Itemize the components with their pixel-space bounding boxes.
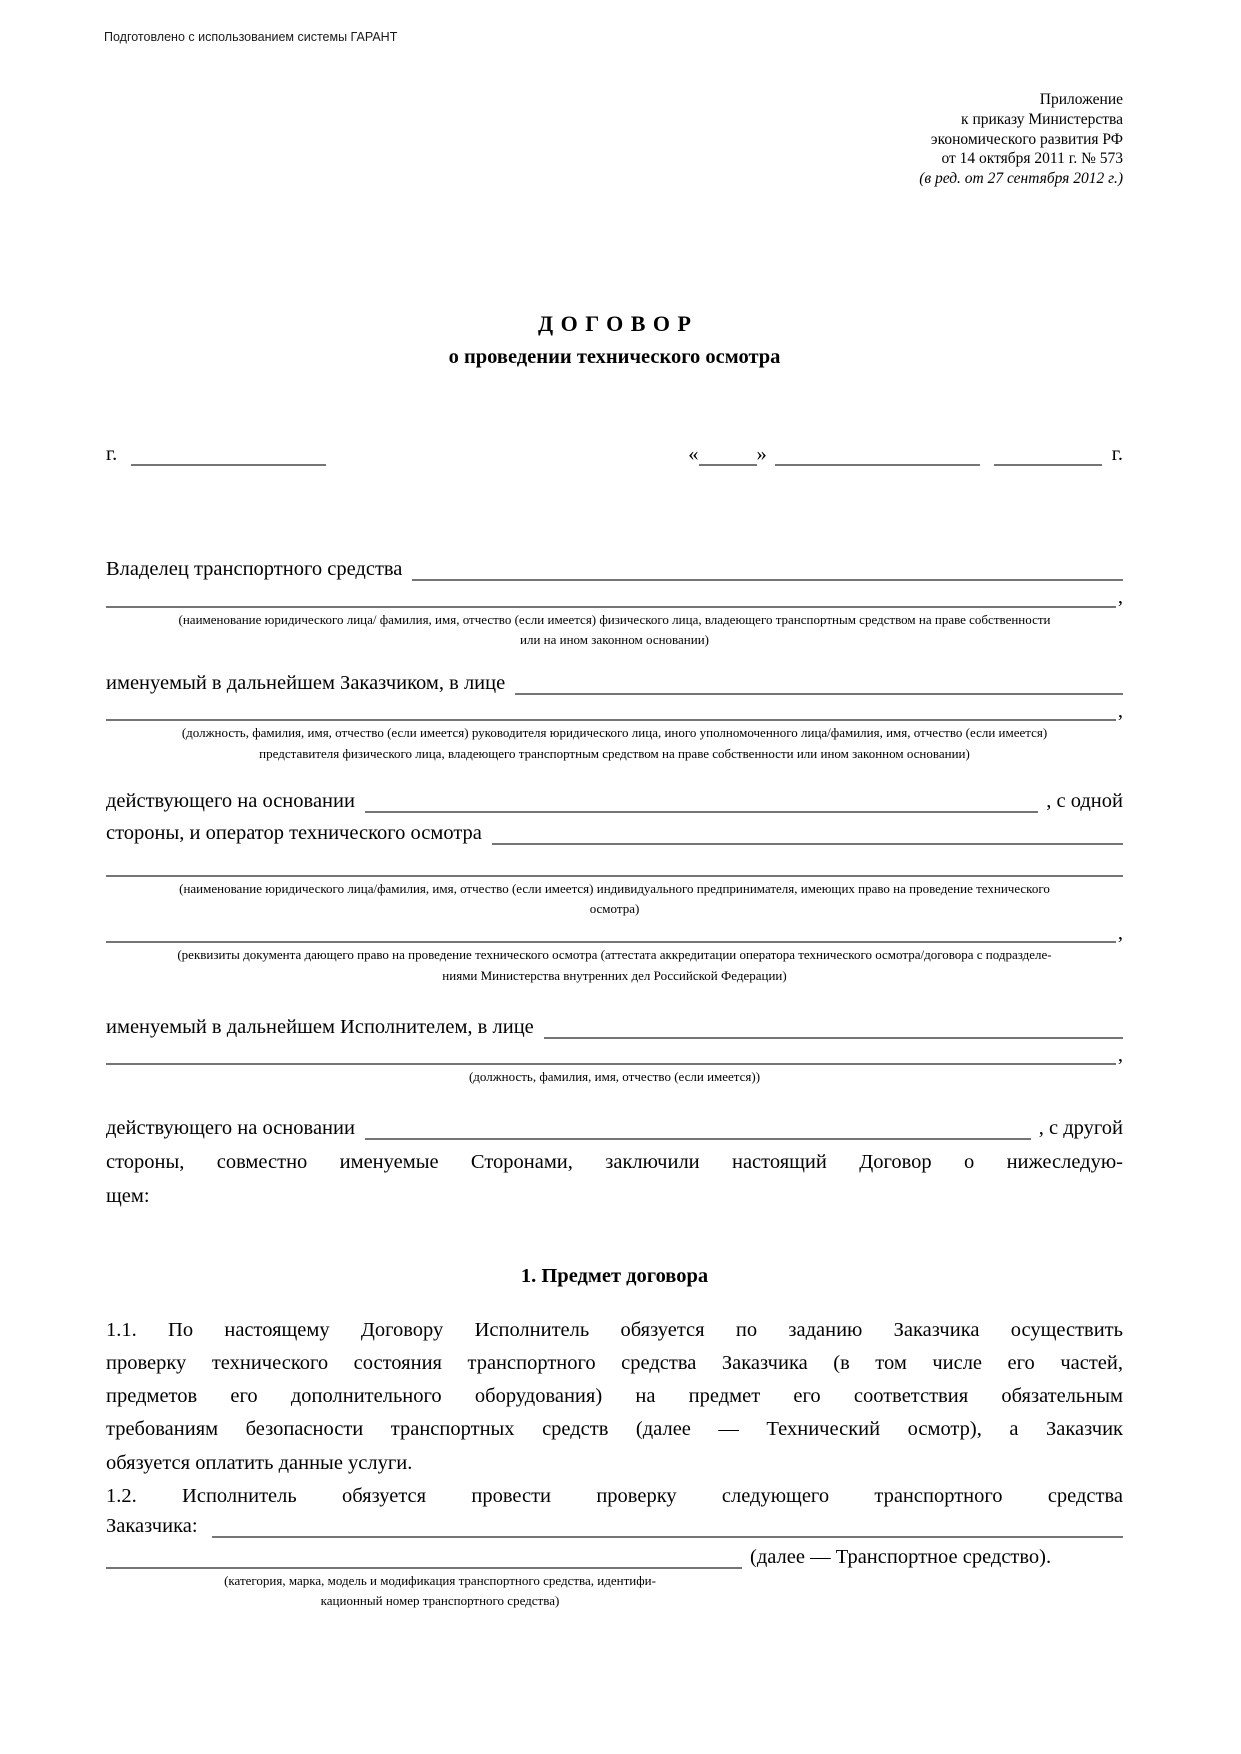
trailing-comma: ,: [1117, 586, 1123, 609]
customer-caption-line-2: представителя физического лица, владеющего транспортным средством на праве собственности или ином законном основании): [259, 745, 970, 761]
contractor-caption-line-1: (должность, фамилия, имя, отчество (если имеется)): [468, 1069, 761, 1085]
open-quote: «: [688, 443, 699, 466]
city-blank-line: [131, 458, 326, 466]
acting-basis-row-2: [106, 1117, 1123, 1140]
contract-subtitle: о проведении технического осмотра: [448, 346, 781, 369]
operator-blank-line: [492, 837, 1123, 845]
paragraph-1-1-line-1: 1.1. По настоящему Договору Исполнитель обязуется по заданию Заказчика осуществить: [106, 1318, 1123, 1341]
closing-paragraph-line-1: стороны, совместно именуемые Сторонами, заключили настоящий Договор о нижеследую-: [106, 1151, 1123, 1174]
customer-blank-full-row: [106, 701, 1123, 722]
customer-row: [106, 672, 1123, 695]
closing-paragraph-line-2: щем:: [106, 1184, 150, 1207]
operator-caption-line-1: (наименование юридического лица/фамилия, имя, отчество (если имеется) индивидуального предпринимателя, имеющих право на проведение технического: [179, 880, 1050, 896]
acting-basis-row-1: [106, 790, 1123, 813]
paragraph-1-1-line-4: требованиям безопасности транспортных средств (далее — Технический осмотр), а Заказчик: [106, 1418, 1123, 1441]
acting-basis-blank-2: [365, 1132, 1031, 1140]
credentials-caption-line-2: ниями Министерства внутренних дел Российской Федерации): [442, 967, 787, 983]
vehicle-caption-line-1: (категория, марка, модель и модификация транспортного средства, идентифи-: [224, 1573, 656, 1589]
contract-title: ДОГОВОР: [538, 311, 699, 337]
section-1-heading: 1. Предмет договора: [520, 1264, 709, 1287]
garant-watermark: Подготовлено с использованием системы ГАРАНТ: [104, 30, 398, 44]
customer-caption-line-1: (должность, фамилия, имя, отчество (если имеется) руководителя юридического лица, иного уполномоченного лица/фамилия, имя, отчество (если имеется): [181, 725, 1048, 741]
month-blank-line: [775, 458, 980, 466]
operator-caption: [106, 879, 1123, 919]
contractor-caption: [106, 1067, 1123, 1087]
credentials-caption: [106, 945, 1123, 985]
owner-caption: [106, 610, 1123, 650]
acting-basis-blank-1: [365, 805, 1038, 813]
owner-blank-line-2: [106, 600, 1116, 608]
trailing-comma: ,: [1117, 699, 1123, 722]
operator-blank-full-row: [106, 869, 1123, 877]
contractor-blank-full-row: [106, 1045, 1123, 1066]
customer-blank-line: [515, 687, 1123, 695]
annex-edition-note: (в ред. от 27 сентября 2012 г.): [919, 170, 1123, 188]
customer-label: именуемый в дальнейшем Заказчиком, в лице: [106, 671, 506, 694]
paragraph-1-1-line-3: предметов его дополнительного оборудования) на предмет его соответствия обязательным: [106, 1385, 1123, 1408]
owner-caption-line-1: (наименование юридического лица/ фамилия, имя, отчество (если имеется) физического лица, владеющего транспортным средством на праве собственности: [178, 611, 1051, 627]
vehicle-caption-line-2: кационный номер транспортного средства): [320, 1593, 560, 1609]
trailing-comma: ,: [1117, 1043, 1123, 1066]
vehicle-blank-line-2: [106, 1561, 742, 1569]
customer-caption: [106, 723, 1123, 763]
paragraph-1-1-line-5: обязуется оплатить данные услуги.: [106, 1451, 413, 1474]
close-quote: »: [756, 443, 767, 466]
owner-blank-line: [412, 573, 1123, 581]
contractor-blank-line-2: [106, 1057, 1116, 1065]
credentials-caption-line-1: (реквизиты документа дающего право на проведение технического осмотра (аттестата аккредитации оператора технического осмотра/договора с подразделе-: [177, 947, 1052, 963]
owner-label: Владелец транспортного средства: [106, 558, 403, 581]
vehicle-label: Заказчика:: [106, 1515, 198, 1538]
acting-basis-label-1: действующего на основании: [106, 789, 355, 812]
day-blank-line: [699, 458, 757, 466]
contractor-label: именуемый в дальнейшем Исполнителем, в лице: [106, 1015, 534, 1038]
contractor-blank-line: [544, 1031, 1123, 1039]
vehicle-row: [106, 1515, 1123, 1538]
annex-line-1: Приложение: [1039, 91, 1123, 108]
vehicle-blank-line: [212, 1530, 1123, 1538]
operator-row: [106, 822, 1123, 845]
vehicle-caption: [110, 1571, 770, 1611]
vehicle-tail: (далее — Транспортное средство).: [750, 1546, 1052, 1569]
operator-blank-line-2: [106, 869, 1123, 877]
city-date-line: [106, 443, 1123, 466]
operator-caption-line-2: осмотра): [589, 900, 640, 916]
annex-block: [106, 90, 1123, 189]
owner-blank-full-row: [106, 587, 1123, 608]
paragraph-1-1-line-2: проверку технического состояния транспортного средства Заказчика (в том числе его частей,: [106, 1352, 1123, 1375]
paragraph-1-1: [106, 1314, 1123, 1480]
owner-caption-line-2: или на ином законном основании): [520, 631, 709, 647]
acting-basis-tail-2: , с другой: [1038, 1117, 1123, 1140]
vehicle-blank-full-row: [106, 1546, 1123, 1569]
acting-basis-tail-1: , с одной: [1046, 789, 1123, 812]
customer-blank-line-2: [106, 713, 1116, 721]
annex-line-4: от 14 октября 2011 г. № 573: [941, 150, 1123, 168]
annex-line-3: экономического развития РФ: [930, 130, 1123, 148]
year-suffix: г.: [1111, 443, 1123, 466]
annex-line-2: к приказу Министерства: [961, 110, 1123, 128]
credentials-blank-full-row: [106, 923, 1123, 944]
acting-basis-label-2: действующего на основании: [106, 1117, 355, 1140]
year-blank-line: [994, 458, 1102, 466]
trailing-comma: ,: [1117, 921, 1123, 944]
contractor-row: [106, 1016, 1123, 1039]
credentials-blank-line: [106, 935, 1116, 943]
owner-row: [106, 558, 1123, 581]
paragraph-1-2-line-1: 1.2. Исполнитель обязуется провести проверку следующего транспортного средства: [106, 1484, 1123, 1507]
operator-label: стороны, и оператор технического осмотра: [106, 821, 482, 844]
city-prefix: г.: [106, 443, 118, 466]
